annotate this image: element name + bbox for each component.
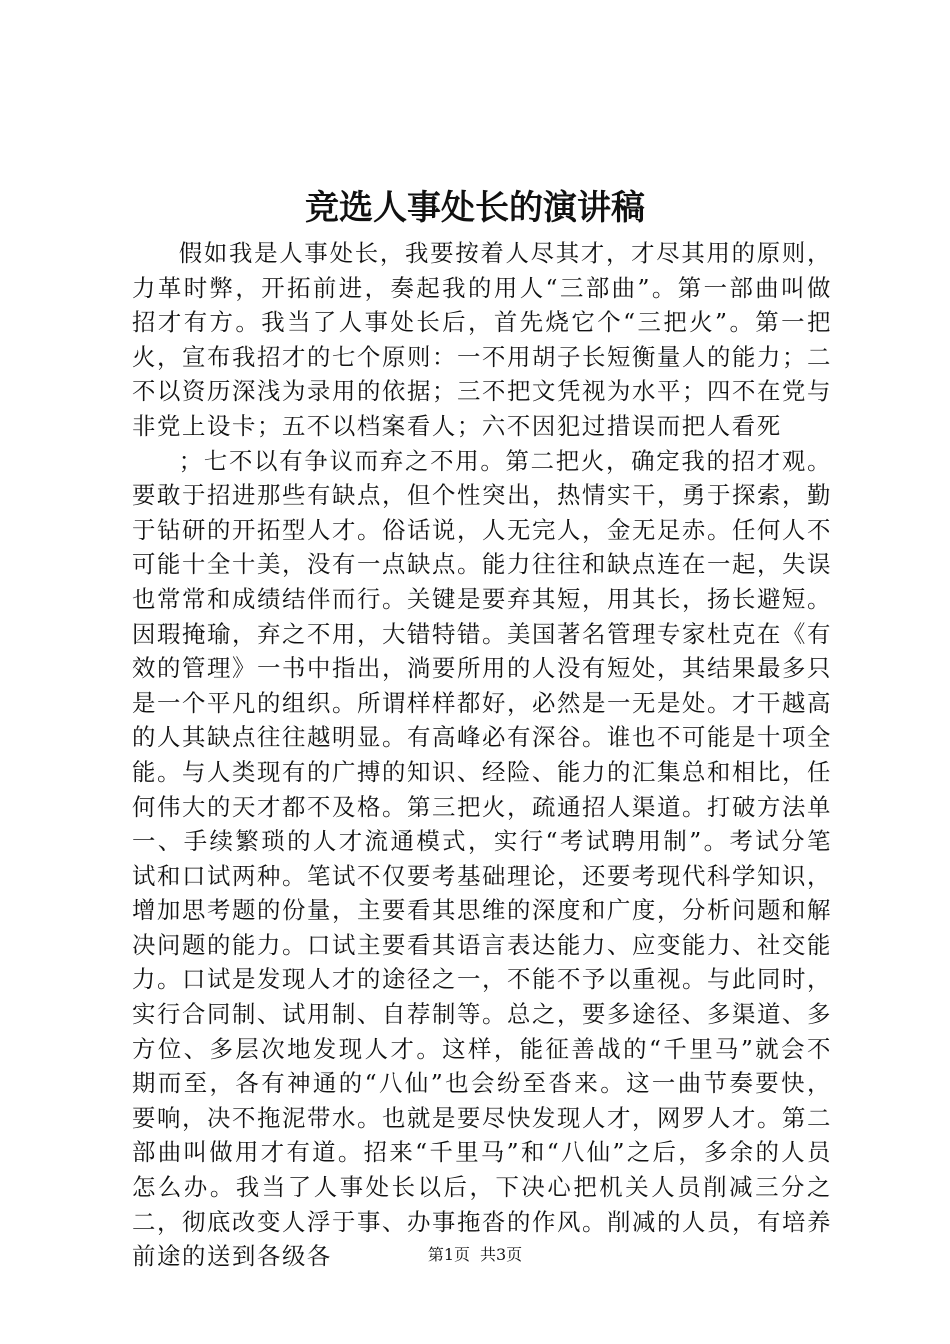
paragraph-2: ；七不以有争议而弃之不用。第二把火，确定我的招才观。要敢于招进那些有缺点，但个性突出，热情实干，勇于探索，勤于钻研的开拓型人才。俗话说，人无完人，金无足赤。任何人不可能十全十美，没有一点缺点。能力往往和缺点连在一起，失误也常常和成绩结伴而行。关键是要弃其短，用其长，扬长避短。因瑕掩瑜，弃之不用，大错特错。美国著名管理专家杜克在《有效的管理》一书中指出，淌要所用的人没有短处，其结果最多只是一个平凡的组织。所谓样样都好，必然是一无是处。才干越高的人其缺点往往越明显。有高峰必有深谷。谁也不可能是十项全能。与人类现有的广搏的知识、经险、能力的汇集总和相比，任何伟大的天才都不及格。第三把火，疏通招人渠道。打破方法单一、手续繁琐的人才流通模式，实行“考试聘用制”。考试分笔试和口试两种。笔试不仅要考基础理论，还要考现代科学知识，增加思考题的份量，主要看其思维的深度和广度，分析问题和解决问题的能力。口试主要看其语言表达能力、应变能力、社交能力。口试是发现人才的途径之一，不能不予以重视。与此同时，实行合同制、试用制、自荐制等。总之，要多途径、多渠道、多方位、多层次地发现人才。这样，能征善战的“千里马”就会不期而至，各有神通的“八仙”也会纷至沓来。这一曲节奏要快，要响，决不拖泥带水。也就是要尽快发现人才，网罗人才。第二部曲叫做用才有道。招来“千里马”和“八仙”之后，多余的人员怎么办。我当了人事处长以后，下决心把机关人员削减三分之二，彻底改变人浮于事、办事拖沓的作风。削减的人员，有培养前途的送到各级各 bbox=[132, 446, 832, 1271]
page-footer bbox=[0, 1244, 950, 1266]
page-number-total: 共3页 bbox=[480, 1245, 523, 1264]
page-number-current: 第1页 bbox=[427, 1245, 470, 1264]
document-title: 竞选人事处长的演讲稿 bbox=[305, 188, 645, 228]
document-body bbox=[132, 236, 832, 1274]
paragraph-1: 假如我是人事处长，我要按着人尽其才，才尽其用的原则，力革时弊，开拓前进，奏起我的用人“三部曲”。第一部曲叫做招才有方。我当了人事处长后，首先烧它个“三把火”。第一把火，宣布我招才的七个原则：一不用胡子长短衡量人的能力；二不以资历深浅为录用的依据；三不把文凭视为水平；四不在党与非党上设卡；五不以档案看人；六不因犯过措误而把人看死 bbox=[132, 239, 832, 440]
